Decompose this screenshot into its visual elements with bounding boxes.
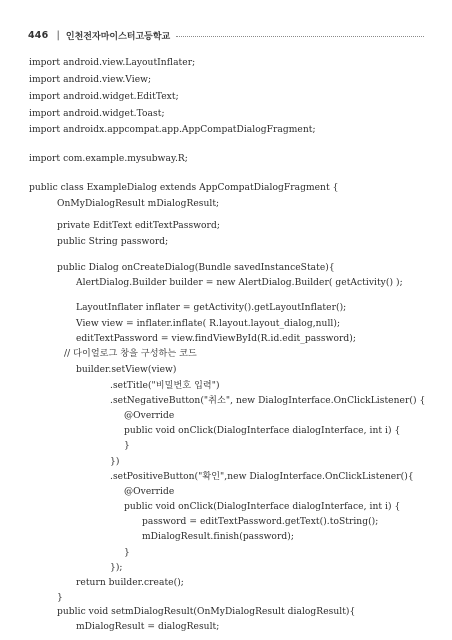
page-header	[28, 28, 424, 42]
code-line: return builder.create();	[76, 578, 184, 588]
code-line: mDialogResult.finish(password);	[142, 532, 294, 542]
code-line: }	[57, 593, 63, 603]
code-line: password = editTextPassword.getText().toString();	[142, 517, 379, 527]
code-line: .setNegativeButton("취소", new DialogInterface.OnClickListener() {	[110, 396, 426, 406]
code-line: import android.view.LayoutInflater;	[29, 58, 196, 68]
code-line: import android.widget.Toast;	[29, 109, 165, 119]
code-line: .setPositiveButton("확인",new DialogInterface.OnClickListener(){	[110, 472, 414, 482]
code-line: mDialogResult = dialogResult;	[76, 622, 220, 632]
code-line: .setTitle("비밀번호 입력")	[110, 381, 220, 391]
code-line: public void setmDialogResult(OnMyDialogResult dialogResult){	[57, 607, 356, 617]
code-line: import androidx.appcompat.app.AppCompatDialogFragment;	[29, 125, 316, 135]
code-line: View view = inflater.inflate( R.layout.layout_dialog,null);	[76, 319, 341, 329]
code-line: import android.view.View;	[29, 75, 152, 85]
code-line: })	[110, 457, 120, 467]
code-line: }	[124, 548, 130, 558]
code-line: public void onClick(DialogInterface dialogInterface, int i) {	[124, 426, 401, 436]
header-dotted-rule	[176, 36, 424, 37]
header-separator: |	[56, 29, 60, 41]
code-line: editTextPassword = view.findViewById(R.id.edit_password);	[76, 334, 356, 344]
code-line: import com.example.mysubway.R;	[29, 154, 188, 164]
code-line: public String password;	[57, 237, 169, 247]
code-line: LayoutInflater inflater = getActivity().getLayoutInflater();	[76, 303, 347, 313]
code-line: public class ExampleDialog extends AppCompatDialogFragment {	[29, 183, 339, 193]
code-line: }	[124, 441, 130, 451]
code-line: @Override	[124, 411, 175, 421]
code-comment: // 다이얼로그 창을 구성하는 코드	[64, 349, 197, 359]
code-line: import android.widget.EditText;	[29, 92, 179, 102]
code-line: OnMyDialogResult mDialogResult;	[57, 199, 220, 209]
code-line: });	[110, 563, 123, 573]
school-name: 인천전자마이스터고등학교	[65, 31, 171, 42]
code-line: builder.setView(view)	[76, 365, 177, 375]
code-line: private EditText editTextPassword;	[57, 221, 220, 231]
code-line: @Override	[124, 487, 175, 497]
page-number: 446	[28, 29, 49, 41]
code-line: public Dialog onCreateDialog(Bundle savedInstanceState){	[57, 263, 335, 273]
code-line: AlertDialog.Builder builder = new AlertDialog.Builder( getActivity() );	[76, 278, 403, 288]
code-line: public void onClick(DialogInterface dialogInterface, int i) {	[124, 502, 401, 512]
